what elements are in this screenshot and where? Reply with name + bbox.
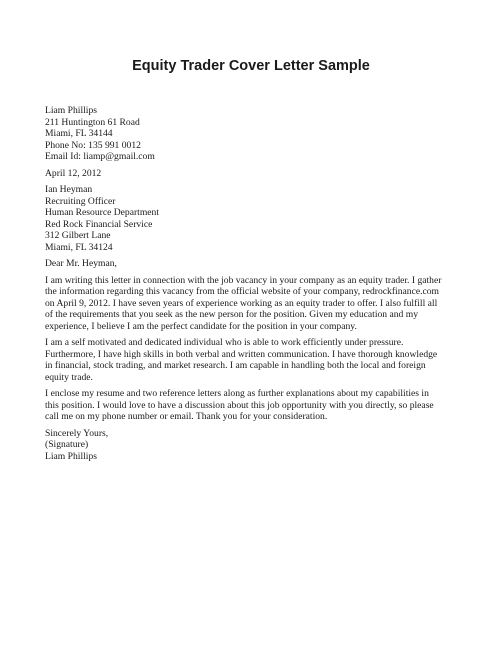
paragraph-1-line: experience, I believe I am the perfect candidate for the position in your company. <box>45 320 357 332</box>
letter-date: April 12, 2012 <box>45 167 102 179</box>
closing-name: Liam Phillips <box>45 450 97 462</box>
recipient-street: 312 Gilbert Lane <box>45 230 111 241</box>
letter-date-block <box>45 168 465 180</box>
recipient-name: Ian Heyman <box>45 184 93 195</box>
recipient-company: Red Rock Financial Service <box>45 218 153 230</box>
closing-phrase: Sincerely Yours, <box>45 427 109 439</box>
paragraph-2-line: in financial, stock trading, and market research. I am capable in handling both the local and foreign <box>45 360 426 371</box>
recipient-city: Miami, FL 34124 <box>45 241 113 253</box>
sender-address <box>45 105 465 163</box>
recipient-title: Recruiting Officer <box>45 195 116 207</box>
sender-phone: Phone No: 135 991 0012 <box>45 139 141 151</box>
paragraph-3-line: this position. I would love to have a discussion about this job opportunity with you directly, so please <box>45 399 434 411</box>
paragraph-1-line: the information regarding this vacancy from the official website of your company, redrockfinance.com <box>45 286 439 297</box>
recipient-address <box>45 184 465 253</box>
closing-block <box>45 428 465 463</box>
sender-name: Liam Phillips <box>45 105 97 116</box>
recipient-department: Human Resource Department <box>45 207 160 218</box>
salutation-block <box>45 258 465 270</box>
letter-body <box>45 105 465 462</box>
document-title: Equity Trader Cover Letter Sample <box>132 58 370 74</box>
paragraph-1 <box>45 275 465 333</box>
paragraph-1-line: of the requirements that you seek as the new person for the position. Given my education and my <box>45 309 418 320</box>
paragraph-2 <box>45 337 465 383</box>
sender-email: Email Id: liamp@gmail.com <box>45 151 155 162</box>
paragraph-3 <box>45 388 465 423</box>
paragraph-1-line: on April 9, 2012. I have seven years of experience working as an equity trader to offer. I also fulfill all <box>45 297 438 309</box>
signature-placeholder: (Signature) <box>45 439 89 450</box>
salutation: Dear Mr. Heyman, <box>45 258 117 269</box>
paragraph-1-line: I am writing this letter in connection with the job vacancy in your company as an equity trader. I gather <box>45 274 442 286</box>
paragraph-2-line: I am a self motivated and dedicated individual who is able to work efficiently under pressure. <box>45 337 404 348</box>
sender-street: 211 Huntington 61 Road <box>45 116 140 128</box>
paragraph-2-line: Furthermore, I have high skills in both verbal and written communication. I have thorough knowledge <box>45 348 438 360</box>
sender-city: Miami, FL 34144 <box>45 128 113 139</box>
paragraph-3-line: call me on my phone number or email. Thank you for your consideration. <box>45 411 328 422</box>
paragraph-2-line: equity trade. <box>45 371 93 383</box>
paragraph-3-line: I enclose my resume and two reference letters along as further explanations about my capabilities in <box>45 388 429 399</box>
